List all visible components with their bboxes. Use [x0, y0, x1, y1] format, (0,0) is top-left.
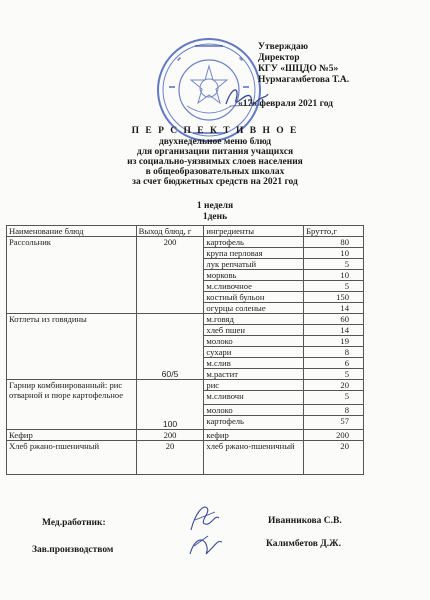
menu-table [6, 225, 364, 475]
ingredient-name: м.сливочн [204, 391, 304, 405]
approval-block [238, 42, 350, 110]
dish-name: Гарнир комбинированный: рис отварной и пюре картофельное [7, 380, 137, 430]
dish-output: 200 [136, 430, 204, 441]
ingredient-qty: 57 [304, 416, 364, 430]
ingredient-name: огурцы соленые [204, 303, 304, 314]
ingredient-name: морковь [204, 270, 304, 281]
table-row [7, 441, 364, 475]
ingredient-qty: 5 [304, 281, 364, 292]
ingredient-name: хлеб пшен [204, 325, 304, 336]
approval-line2: Директор [258, 53, 300, 63]
approval-line4: Нурмагамбетова Т.А. [258, 75, 350, 85]
approval-line1: Утверждаю [258, 42, 308, 52]
ingredient-qty: 14 [304, 325, 364, 336]
heading-line-5: за счет бюджетных средств на 2021 год [132, 177, 298, 187]
approval-line3: КГУ «ШЦДО №5» [258, 64, 339, 74]
ingredient-qty: 5 [304, 391, 364, 405]
header-dish: Наименование блюд [7, 226, 137, 237]
header-gross: Брутто,г [304, 226, 364, 237]
table-row [7, 380, 364, 391]
header-output: Выход блюд, г [136, 226, 204, 237]
ingredient-qty: 19 [304, 336, 364, 347]
heading-line-1: двухнедельное меню блюд [158, 137, 272, 147]
dish-name: Хлеб ржано-пшеничный [7, 441, 137, 475]
ingredient-name: костный бульон [204, 292, 304, 303]
document-title: П Е Р С П Е К Т И В Н О Е [131, 126, 299, 136]
approval-date: «17» февраля 2021 год [238, 99, 333, 109]
ingredient-name: молоко [204, 405, 304, 416]
ingredient-qty: 10 [304, 248, 364, 259]
dish-name: Котлеты из говядины [7, 314, 137, 380]
dish-output: 20 [136, 441, 204, 475]
ingredient-name: м.говяд [204, 314, 304, 325]
dish-name: Кефир [7, 430, 137, 441]
dish-name: Рассольник [7, 237, 137, 314]
ingredient-qty: 8 [304, 347, 364, 358]
ingredient-qty: 5 [304, 369, 364, 380]
ingredient-name: сухари [204, 347, 304, 358]
ingredient-qty: 80 [304, 237, 364, 248]
table-row [7, 430, 364, 441]
ingredient-qty: 10 [304, 270, 364, 281]
ingredient-name: молоко [204, 336, 304, 347]
ingredient-name: кефир [204, 430, 304, 441]
dish-output: 60/5 [136, 314, 204, 380]
dish-output: 200 [136, 237, 204, 314]
week-label: 1 неделя [196, 201, 234, 211]
day-label: 1день [202, 212, 228, 222]
ingredient-qty: 60 [304, 314, 364, 325]
table-row [7, 237, 364, 248]
footer-name-2: Калимбетов Д.Ж. [266, 539, 341, 549]
ingredient-qty: 8 [304, 405, 364, 416]
ingredient-name: картофель [204, 237, 304, 248]
footer-name-1: Иванникова С.В. [268, 516, 342, 526]
header-ingredients: ингредиенты [204, 226, 304, 237]
production-head-signature [186, 530, 226, 562]
ingredient-qty: 200 [304, 430, 364, 441]
ingredient-name: крупа перловая [204, 248, 304, 259]
footer-role-1: Мед.работник: [42, 518, 106, 528]
ingredient-name: рис [204, 380, 304, 391]
table-row [7, 314, 364, 325]
heading-line-3: из социально-уязвимых слоев населения [127, 157, 303, 167]
footer-role-2: Зав.производством [32, 545, 114, 555]
heading-line-4: в общеобразовательных школах [145, 167, 285, 177]
ingredient-qty: 20 [304, 441, 364, 475]
ingredient-qty: 6 [304, 358, 364, 369]
dish-output: 100 [136, 380, 204, 430]
ingredient-qty: 20 [304, 380, 364, 391]
ingredient-qty: 150 [304, 292, 364, 303]
ingredient-name: м.слив [204, 358, 304, 369]
ingredient-name: хлеб ржано-пшеничный [204, 441, 304, 475]
ingredient-name: м.сливочное [204, 281, 304, 292]
ingredient-name: м.растит [204, 369, 304, 380]
ingredient-name: лук репчатый [204, 259, 304, 270]
table-header-row [7, 226, 364, 237]
ingredient-qty: 14 [304, 303, 364, 314]
heading-line-2: для организации питания учащихся [136, 147, 294, 157]
ingredient-qty: 5 [304, 259, 364, 270]
ingredient-name: картофель [204, 416, 304, 430]
